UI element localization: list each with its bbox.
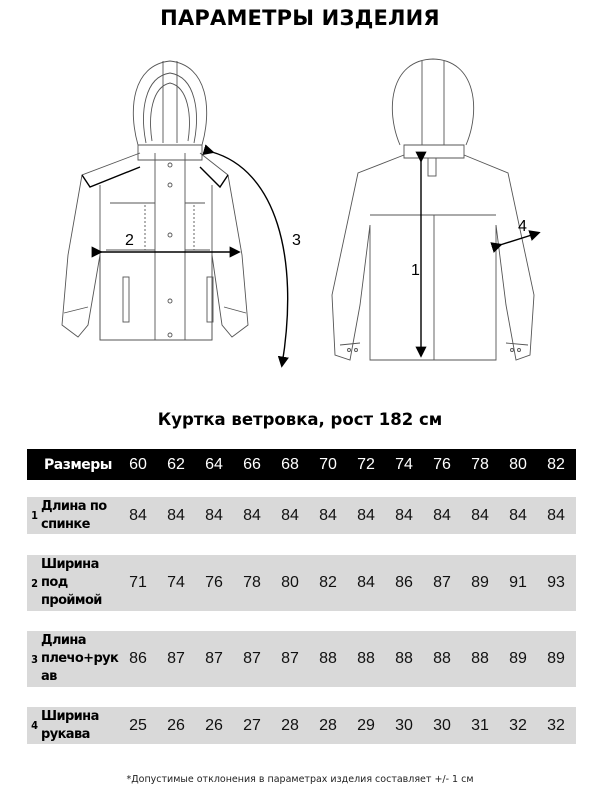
jacket-technical-sketch <box>60 55 550 395</box>
measurement-cell: 26 <box>167 716 185 734</box>
measurement-cell: 93 <box>547 574 565 591</box>
measurement-cell: 86 <box>129 650 147 667</box>
size-header: 82 <box>547 455 565 473</box>
measurement-cell: 88 <box>471 650 489 667</box>
row-index: 3 <box>31 652 38 666</box>
measurement-cell: 84 <box>205 506 223 524</box>
size-header: 64 <box>205 455 223 473</box>
measurement-cell: 28 <box>281 716 299 734</box>
measurement-cell: 87 <box>281 650 299 667</box>
measurement-cell: 91 <box>509 574 527 591</box>
measurement-cell: 28 <box>319 716 337 734</box>
size-header: 76 <box>433 455 451 473</box>
row-label-line: Длина <box>41 633 86 648</box>
row-label-line: под <box>41 575 68 590</box>
size-header: 60 <box>129 455 147 473</box>
table-row <box>27 555 576 611</box>
measurement-cell: 86 <box>395 574 413 591</box>
row-label-line: проймой <box>41 593 102 608</box>
page-title: ПАРАМЕТРЫ ИЗДЕЛИЯ <box>160 6 440 30</box>
table-row <box>27 631 576 687</box>
measurement-cell: 89 <box>471 574 489 591</box>
measurement-cell: 84 <box>395 506 413 524</box>
jacket-front-view <box>62 61 248 340</box>
header-label: Размеры <box>44 456 112 473</box>
row-label <box>41 708 119 744</box>
size-header: 78 <box>471 455 489 473</box>
row-label <box>41 498 119 534</box>
measurement-cell: 78 <box>243 574 261 591</box>
measurement-cell: 30 <box>433 716 451 734</box>
jacket-back-view <box>332 59 534 360</box>
measurement-cell: 32 <box>509 716 527 734</box>
product-subtitle: Куртка ветровка, рост 182 см <box>157 410 443 429</box>
measure-label-2: 2 <box>125 232 134 249</box>
measurement-cell: 31 <box>471 716 489 734</box>
table-row <box>27 707 576 744</box>
measurement-cell: 30 <box>395 716 413 734</box>
measurement-cell: 76 <box>205 574 223 591</box>
measurement-cell: 84 <box>357 506 375 524</box>
row-label <box>41 556 119 610</box>
measurement-cell: 84 <box>281 506 299 524</box>
row-label-line: плечо+рук <box>41 651 119 666</box>
measurement-cell: 84 <box>167 506 185 524</box>
footnote: *Допустимые отклонения в параметрах изделия составляет +/- 1 см <box>126 774 474 785</box>
jacket-drawings <box>60 55 550 395</box>
measure-label-4: 4 <box>518 218 527 235</box>
measurement-cell: 87 <box>243 650 261 667</box>
row-label-line: рукава <box>41 726 90 742</box>
measurement-cell: 87 <box>167 650 185 667</box>
measurement-cell: 84 <box>319 506 337 524</box>
row-label-line: ав <box>41 669 57 684</box>
row-label-line: спинке <box>41 516 90 532</box>
measurement-cell: 84 <box>433 506 451 524</box>
size-header: 66 <box>243 455 261 473</box>
measurement-cell: 84 <box>357 574 375 591</box>
row-index: 2 <box>31 576 38 590</box>
measure-label-1: 1 <box>411 262 420 279</box>
measurement-cell: 84 <box>129 506 147 524</box>
row-index: 1 <box>31 509 38 522</box>
measurement-cell: 88 <box>357 650 375 667</box>
measurement-cell: 29 <box>357 716 375 734</box>
size-header: 70 <box>319 455 337 473</box>
table-header-row <box>27 449 576 480</box>
row-label-line: Длина по <box>41 498 107 514</box>
measurement-cell: 84 <box>243 506 261 524</box>
measurement-cell: 88 <box>319 650 337 667</box>
measure-label-3: 3 <box>292 232 301 249</box>
measurement-cell: 27 <box>243 716 261 734</box>
measurement-cell: 26 <box>205 716 223 734</box>
size-header: 80 <box>509 455 527 473</box>
row-label-line: Ширина <box>41 708 99 724</box>
measurement-cell: 89 <box>509 650 527 667</box>
measurement-cell: 87 <box>433 574 451 591</box>
measurement-cell: 25 <box>129 716 147 734</box>
measurement-cell: 32 <box>547 716 565 734</box>
row-label <box>41 632 119 686</box>
size-header: 72 <box>357 455 375 473</box>
measurement-cell: 88 <box>433 650 451 667</box>
measurement-cell: 71 <box>129 574 147 591</box>
size-header: 62 <box>167 455 185 473</box>
measurement-cell: 80 <box>281 574 299 591</box>
size-header: 68 <box>281 455 299 473</box>
measurement-cell: 87 <box>205 650 223 667</box>
measurement-cell: 89 <box>547 650 565 667</box>
size-header: 74 <box>395 455 413 473</box>
measurement-cell: 84 <box>509 506 527 524</box>
measurement-cell: 84 <box>547 506 565 524</box>
measurement-cell: 82 <box>319 574 337 591</box>
row-label-line: Ширина <box>41 557 99 572</box>
measurement-cell: 88 <box>395 650 413 667</box>
measurement-cell: 74 <box>167 574 185 591</box>
table-row <box>27 497 576 534</box>
row-index: 4 <box>31 719 38 732</box>
measurement-cell: 84 <box>471 506 489 524</box>
